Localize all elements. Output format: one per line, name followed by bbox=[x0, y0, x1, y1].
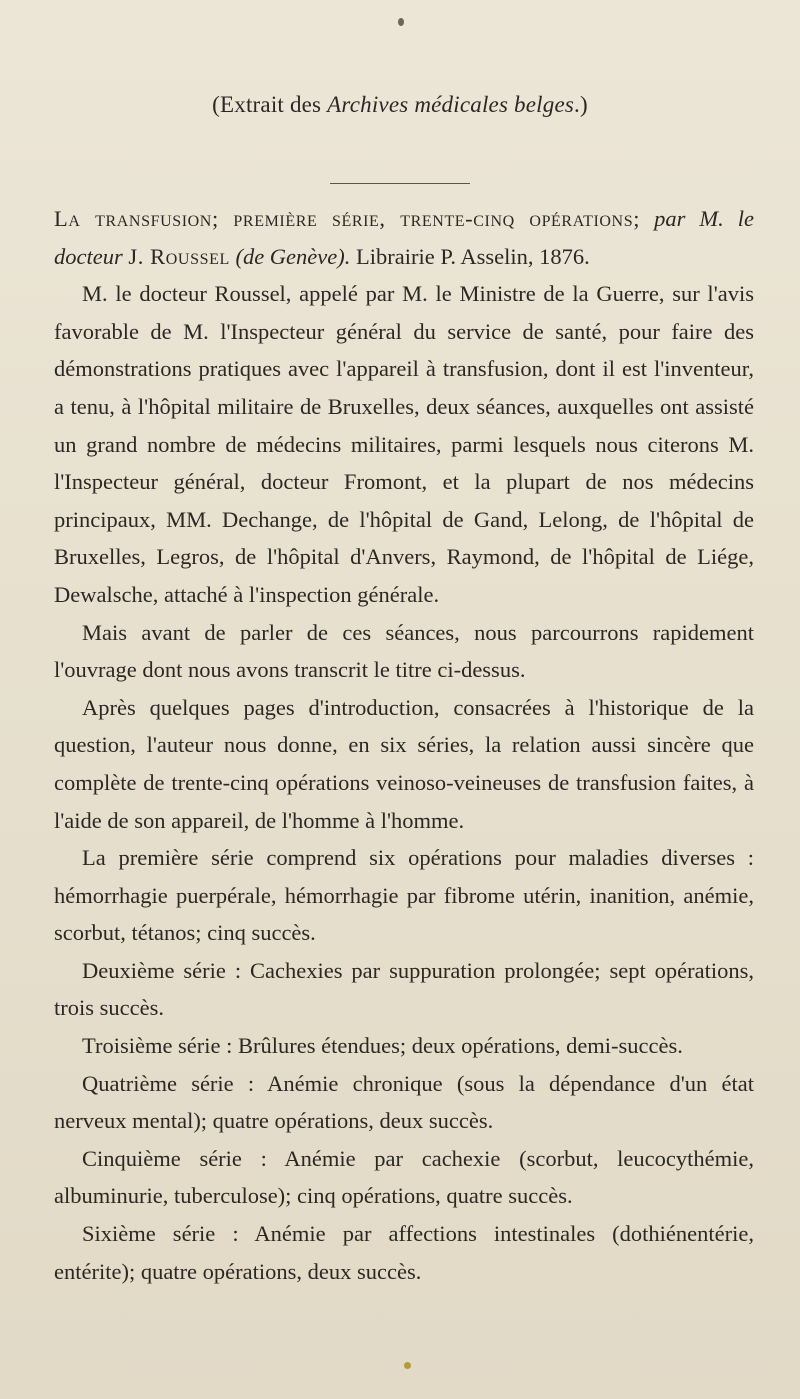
publisher: Librairie P. Asselin, 1876. bbox=[356, 243, 590, 269]
paragraph-intro: M. le docteur Roussel, appelé par M. le Ministre de la Guerre, sur l'avis favorable de M. l'Inspecteur général du service de santé, pour faire des démonstrations pratiques avec l'appareil à transfusion, dont il est l'inventeur, a tenu, à l'hôpital militaire de Bruxelles, deux séances, auxquelles ont assisté un grand nombre de médecins militaires, parmi lesquels nous citerons M. l'Inspecteur général, docteur Fromont, et la plupart de nos médecins principaux, MM. Dechange, de l'hôpital de Gand, Lelong, de l'hôpital de Bruxelles, Legros, de l'hôpital d'Anvers, Raymond, de l'hôpital de Liége, Dewalsche, attaché à l'inspection générale. bbox=[54, 281, 754, 607]
source-heading-close: .) bbox=[574, 92, 588, 117]
book-title: La transfusion; première série, trente-cinq opérations; bbox=[54, 206, 641, 231]
paragraph-transition: Mais avant de parler de ces séances, nous parcourrons rapidement l'ouvrage dont nous avons transcrit le titre ci-dessus. bbox=[54, 619, 754, 683]
paper-speck bbox=[398, 18, 404, 26]
author-place: (de Genève). bbox=[235, 243, 351, 269]
source-journal-title: Archives médicales belges bbox=[327, 92, 575, 117]
paragraph-series-2: Deuxième série : Cachexies par suppuration prolongée; sept opérations, trois succès. bbox=[54, 957, 754, 1021]
paragraph-series-4: Quatrième série : Anémie chronique (sous la dépendance d'un état nerveux mental); quatre opérations, deux succès. bbox=[54, 1070, 754, 1134]
paper-speck bbox=[404, 1362, 411, 1369]
article-body bbox=[54, 200, 754, 1290]
paragraph-series-5: Cinquième série : Anémie par cachexie (scorbut, leucocythémie, albuminurie, tuberculose); cinq opérations, quatre succès. bbox=[54, 1145, 754, 1209]
paragraph-series-6: Sixième série : Anémie par affections intestinales (dothiénentérie, entérite); quatre opérations, deux succès. bbox=[54, 1221, 754, 1284]
separator-rule bbox=[330, 183, 470, 184]
paragraph-summary: Après quelques pages d'introduction, consacrées à l'historique de la question, l'auteur nous donne, en six séries, la relation aussi sincère que complète de trente-cinq opérations veinoso-veineuses de transfusion faites, à l'aide de son appareil, de l'homme à l'homme. bbox=[54, 694, 754, 833]
paragraph-series-1: La première série comprend six opérations pour maladies diverses : hémorrhagie puerpérale, hémorrhagie par fibrome utérin, inanition, anémie, scorbut, tétanos; cinq succès. bbox=[54, 845, 754, 946]
book-citation bbox=[54, 200, 754, 275]
author-prefix: par M. le docteur bbox=[54, 206, 754, 269]
source-heading bbox=[0, 92, 800, 118]
source-heading-open: (Extrait des bbox=[212, 92, 328, 117]
paragraph-series-3: Troisième série : Brûlures étendues; deux opérations, demi-succès. bbox=[82, 1033, 683, 1059]
author-name: J. Roussel bbox=[128, 243, 230, 269]
